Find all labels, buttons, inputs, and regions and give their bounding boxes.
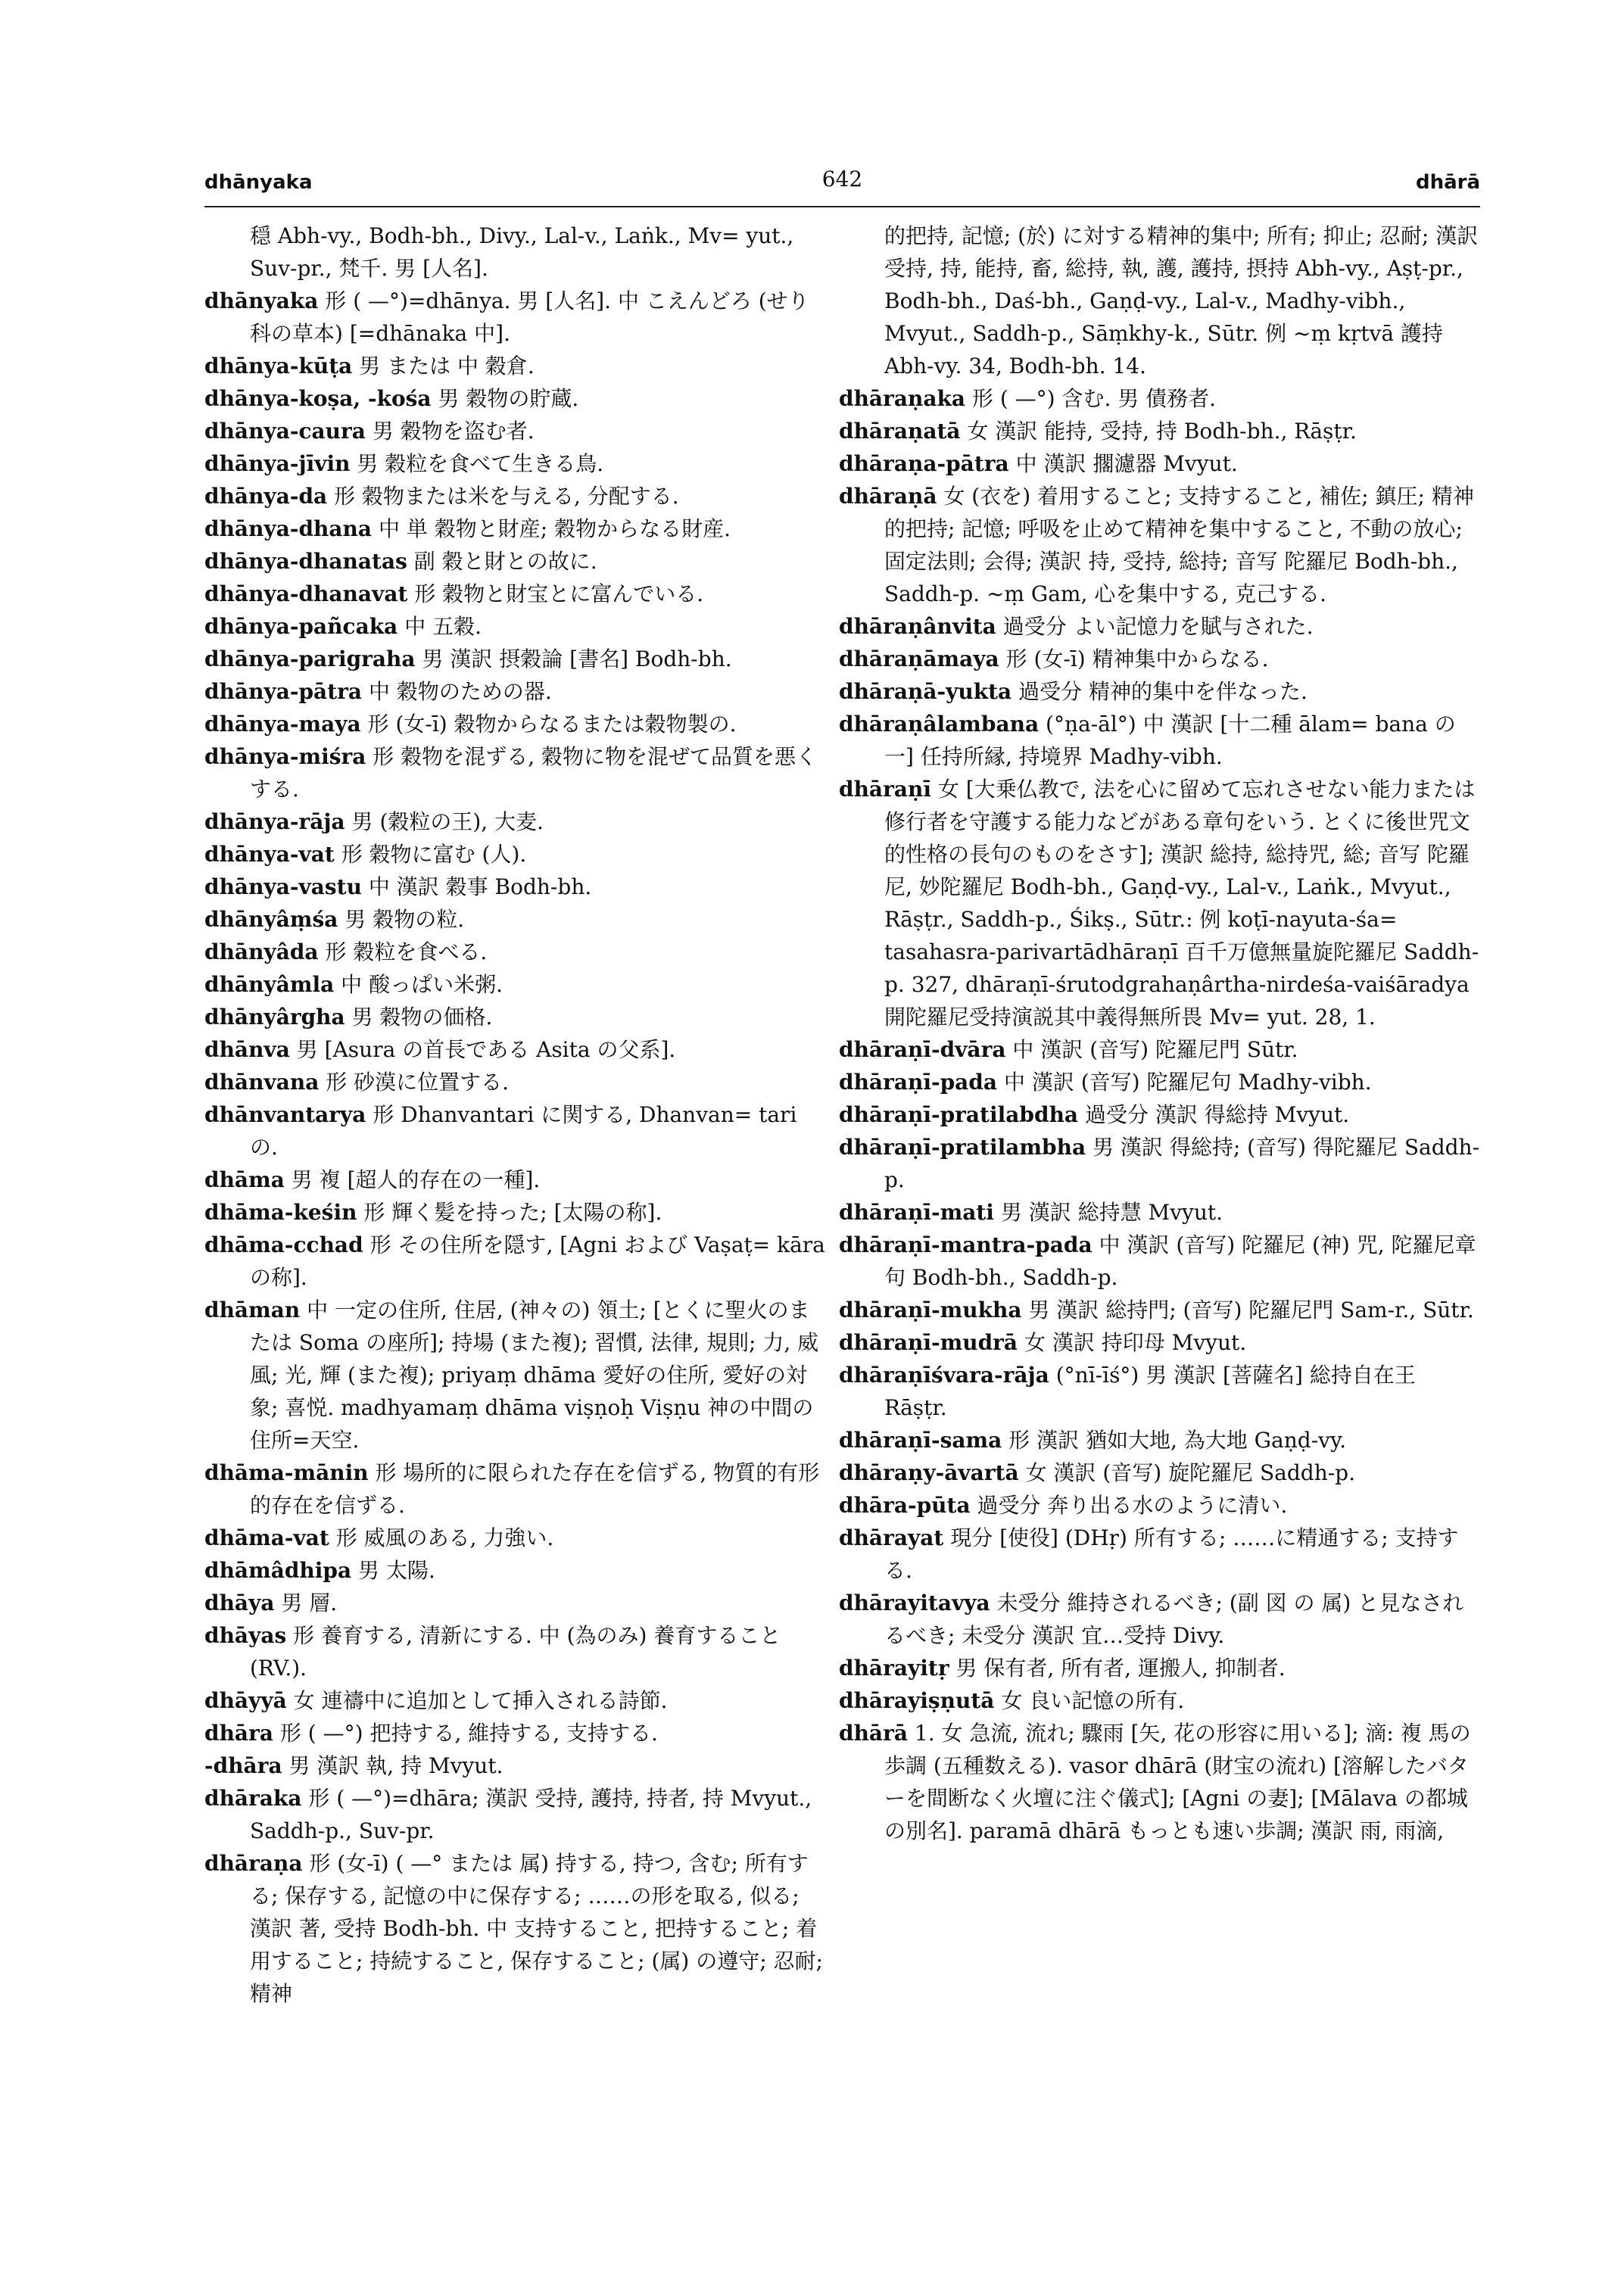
dictionary-entry bbox=[204, 936, 825, 968]
entry-headword: dhāraṇā-yukta bbox=[839, 679, 1012, 704]
entry-definition: 中 五穀. bbox=[404, 614, 482, 639]
page-number: 642 bbox=[821, 167, 863, 192]
entry-headword: dhānvantarya bbox=[204, 1102, 366, 1127]
dictionary-entry bbox=[204, 1587, 825, 1619]
entry-definition: 形 穀物を混ずる, 穀物に物を混ぜて品質を悪くする. bbox=[250, 744, 818, 802]
dictionary-entry bbox=[839, 447, 1481, 480]
entry-definition: 形 (女-ī) 穀物からなるまたは穀物製の. bbox=[367, 712, 737, 737]
dictionary-entry bbox=[839, 220, 1481, 382]
entry-definition: 副 穀と財との故に. bbox=[413, 549, 597, 574]
entry-headword: dhāraṇī bbox=[839, 777, 931, 802]
dictionary-entry bbox=[204, 1033, 825, 1066]
entry-headword: dhāraka bbox=[204, 1786, 302, 1811]
dictionary-entry bbox=[204, 1782, 825, 1847]
entry-headword: dhāma bbox=[204, 1167, 285, 1192]
entry-headword: -dhāra bbox=[204, 1753, 282, 1778]
header-rule bbox=[204, 206, 1480, 207]
dictionary-entry bbox=[839, 1359, 1481, 1424]
entry-definition: 中 漢訳 擱濾器 Mvyut. bbox=[1015, 451, 1238, 476]
dictionary-entry bbox=[204, 1066, 825, 1098]
entry-headword: dhāraṇī-pratilambha bbox=[839, 1135, 1086, 1160]
right-guide-word: dhārā bbox=[1415, 171, 1480, 194]
dictionary-entry bbox=[839, 610, 1481, 643]
dictionary-entry bbox=[204, 545, 825, 578]
entry-headword: dhānya-pañcaka bbox=[204, 614, 398, 639]
entry-definition: 男 漢訳 総持門; (音写) 陀羅尼門 Sam-r., Sūtr. bbox=[1028, 1298, 1474, 1323]
entry-headword: dhāraṇatā bbox=[839, 419, 961, 444]
entry-headword: dhāra bbox=[204, 1721, 273, 1746]
dictionary-entry bbox=[204, 1749, 825, 1782]
entry-definition: 中 漢訳 穀事 Bodh-bh. bbox=[368, 874, 592, 899]
entry-headword: dhānya-koṣa, -kośa bbox=[204, 386, 432, 411]
dictionary-entry bbox=[839, 1098, 1481, 1131]
entry-definition: 男 穀物を盗む者. bbox=[372, 419, 535, 444]
entry-headword: dhānya-vat bbox=[204, 842, 335, 867]
dictionary-entry bbox=[204, 1456, 825, 1522]
entry-definition: 形 ( —°) 含む. 男 債務者. bbox=[971, 386, 1217, 411]
entry-definition: 形 穀物と財宝とに富んでいる. bbox=[414, 581, 704, 606]
entry-headword: dhāraṇī-mati bbox=[839, 1200, 994, 1225]
entry-definition: 男 漢訳 得総持; (音写) 得陀羅尼 Saddh-p. bbox=[884, 1135, 1480, 1192]
entry-definition: 形 養育する, 清新にする. 中 (為のみ) 養育すること (RV.). bbox=[250, 1623, 781, 1681]
entry-headword: dhānyâṃśa bbox=[204, 907, 338, 932]
entry-headword: dhānya-rāja bbox=[204, 809, 345, 834]
entry-definition: 女 漢訳 能持, 受持, 持 Bodh-bh., Rāṣṭr. bbox=[967, 419, 1357, 444]
entry-definition: 形 漢訳 猶如大地, 為大地 Gaṇḍ-vy. bbox=[1008, 1428, 1346, 1453]
entry-definition: 形 穀物または米を与える, 分配する. bbox=[334, 484, 679, 509]
entry-definition: 現分 [使役] (DHṛ) 所有する; ……に精通する; 支持する. bbox=[884, 1525, 1459, 1583]
entry-headword: dhānyaka bbox=[204, 288, 319, 313]
entry-headword: dhāraṇī-mantra-pada bbox=[839, 1232, 1093, 1257]
dictionary-entry bbox=[204, 512, 825, 545]
dictionary-entry bbox=[204, 382, 825, 415]
entry-definition: 男 または 中 穀倉. bbox=[359, 354, 535, 379]
dictionary-entry bbox=[204, 675, 825, 708]
entry-definition: (°nī-īś°) 男 漢訳 [菩薩名] 総持自在王 Rāṣṭr. bbox=[884, 1363, 1416, 1420]
dictionary-entry bbox=[839, 643, 1481, 675]
entry-headword: dhāma-keśin bbox=[204, 1200, 357, 1225]
left-guide-word: dhānyaka bbox=[204, 171, 313, 194]
entry-headword: dhānya-caura bbox=[204, 419, 366, 444]
dictionary-entry bbox=[204, 1619, 825, 1684]
entry-definition: 形 砂漠に位置する. bbox=[326, 1070, 510, 1095]
entry-definition: 形 その住所を隠す, [Agni および Vaṣaṭ= kāra の称]. bbox=[250, 1232, 825, 1290]
dictionary-entry bbox=[839, 1489, 1481, 1522]
entry-headword: dhārā bbox=[839, 1721, 908, 1746]
entry-headword: dhānya-kūṭa bbox=[204, 354, 353, 379]
entry-headword: dhāya bbox=[204, 1590, 275, 1615]
dictionary-entry bbox=[204, 968, 825, 1001]
entry-definition: 穏 Abh-vy., Bodh-bh., Divy., Lal-v., Laṅk., Mv= yut., Suv-pr., 梵千. 男 [人名]. bbox=[250, 223, 794, 281]
entry-definition: 1. 女 急流, 流れ; 驟雨 [矢, 花の形容に用いる]; 滴: 複 馬の歩調 (五種数える). vasor dhārā (財宝の流れ) [溶解したバターを間断なく火壇に注ぐ儀式]; [Agni の妻]; [Mālava の都城の別名]. paramā dhārā もっとも速い歩調; 漢訳 雨, 雨滴, bbox=[884, 1721, 1471, 1843]
entry-headword: dhāraṇī-pratilabdha bbox=[839, 1102, 1079, 1127]
entry-headword: dhārayitṛ bbox=[839, 1656, 949, 1681]
entry-headword: dhāraṇânvita bbox=[839, 614, 996, 639]
dictionary-entry bbox=[204, 1554, 825, 1587]
entry-definition: 中 漢訳 (音写) 陀羅尼門 Sūtr. bbox=[1012, 1037, 1298, 1062]
entry-definition: 形 (女-ī) 精神集中からなる. bbox=[1005, 646, 1269, 671]
entry-headword: dhāraṇāmaya bbox=[839, 646, 999, 671]
dictionary-entry bbox=[204, 1229, 825, 1294]
entry-headword: dhāraṇī-pada bbox=[839, 1070, 998, 1095]
entry-definition: 男 穀物の貯蔵. bbox=[438, 386, 579, 411]
entry-definition: 中 漢訳 (音写) 陀羅尼 (神) 咒, 陀羅尼章句 Bodh-bh., Saddh-p. bbox=[884, 1232, 1476, 1290]
entry-definition: 男 漢訳 総持慧 Mvyut. bbox=[1000, 1200, 1223, 1225]
entry-headword: dhānya-vastu bbox=[204, 874, 362, 899]
entry-definition: 中 漢訳 (音写) 陀羅尼句 Madhy-vibh. bbox=[1003, 1070, 1372, 1095]
entry-headword: dhāra-pūta bbox=[839, 1493, 971, 1518]
dictionary-entry bbox=[204, 578, 825, 610]
dictionary-entry bbox=[204, 643, 825, 675]
entry-definition: 形 Dhanvantari に関する, Dhanvan= tari の. bbox=[250, 1102, 797, 1160]
entry-headword: dhānya-maya bbox=[204, 712, 361, 737]
entry-definition: 中 酸っぱい米粥. bbox=[341, 972, 503, 997]
entry-headword: dhāmâdhipa bbox=[204, 1558, 352, 1583]
dictionary-entry bbox=[204, 1001, 825, 1033]
entry-definition: 男 漢訳 摂穀論 [書名] Bodh-bh. bbox=[422, 646, 732, 671]
entry-headword: dhānyâda bbox=[204, 939, 319, 964]
dictionary-entry bbox=[204, 805, 825, 838]
dictionary-entry bbox=[204, 903, 825, 936]
entry-definition: 男 穀物の粒. bbox=[344, 907, 465, 932]
dictionary-entry bbox=[839, 1066, 1481, 1098]
entry-headword: dhārayitavya bbox=[839, 1590, 990, 1615]
entry-definition: 男 [Asura の首長である Asita の父系]. bbox=[296, 1037, 676, 1062]
dictionary-entry bbox=[839, 1033, 1481, 1066]
entry-headword: dhāma-vat bbox=[204, 1525, 329, 1550]
entry-definition: 形 場所的に限られた存在を信ずる, 物質的有形的存在を信ずる. bbox=[250, 1460, 820, 1518]
dictionary-entry bbox=[839, 1326, 1481, 1359]
entry-headword: dhāraṇī-mukha bbox=[839, 1298, 1022, 1323]
entry-headword: dhānva bbox=[204, 1037, 290, 1062]
dictionary-entry bbox=[839, 382, 1481, 415]
entry-headword: dhānya-dhanavat bbox=[204, 581, 408, 606]
dictionary-entry bbox=[204, 415, 825, 447]
dictionary-entry bbox=[839, 1424, 1481, 1456]
dictionary-entry bbox=[839, 1652, 1481, 1684]
entry-definition: 過受分 漢訳 得総持 Mvyut. bbox=[1084, 1102, 1350, 1127]
entry-headword: dhāraṇī-dvāra bbox=[839, 1037, 1006, 1062]
dictionary-entry bbox=[839, 415, 1481, 447]
dictionary-entry bbox=[204, 1098, 825, 1164]
entry-definition: 過受分 よい記憶力を賦与された. bbox=[1002, 614, 1314, 639]
dictionary-entry bbox=[839, 1717, 1481, 1847]
dictionary-entry bbox=[204, 610, 825, 643]
running-header bbox=[204, 167, 1480, 201]
entry-definition: 過受分 奔り出る水のように清い. bbox=[977, 1493, 1288, 1518]
entry-definition: 的把持, 記憶; (於) に対する精神的集中; 所有; 抑止; 忍耐; 漢訳 受持, 持, 能持, 畜, 総持, 執, 護, 護持, 摂持 Abh-vy., Aṣṭ-pr., Bodh-bh., Daś-bh., Gaṇḍ-vy., Lal-v., Madhy-vibh., Mvyut., Saddh-p., Sāṃkhy-k., Sūtr. 例 ~ṃ kṛtvā 護持 Abh-vy. 34, Bodh-bh. 14. bbox=[884, 223, 1479, 379]
entry-definition: 女 漢訳 (音写) 旋陀羅尼 Saddh-p. bbox=[1025, 1460, 1356, 1485]
entry-headword: dhāraṇaka bbox=[839, 386, 966, 411]
entry-definition: 女 連禱中に追加として挿入される詩節. bbox=[293, 1688, 668, 1713]
entry-headword: dhāraṇâlambana bbox=[839, 712, 1040, 737]
dictionary-entry bbox=[204, 1847, 825, 2010]
entry-definition: 形 ( —°)=dhānya. 男 [人名]. 中 こえんどろ (せり科の草本) [=dhānaka 中]. bbox=[250, 288, 809, 346]
entry-definition: 女 (衣を) 着用すること; 支持すること, 補佐; 鎮圧; 精神的把持; 記憶; 呼吸を止めて精神を集中すること, 不動の放心; 固定法則; 会得; 漢訳 持, 受持, 総持; 音写 陀羅尼 Bodh-bh., Saddh-p. ~ṃ Gam, 心を集中する, 克己する. bbox=[884, 484, 1474, 606]
entry-headword: dhāraṇīśvara-rāja bbox=[839, 1363, 1049, 1388]
dictionary-entry bbox=[204, 480, 825, 512]
entry-definition: 中 一定の住所, 住居, (神々の) 領土; [とくに聖火のまたは Soma の座所]; 持場 (また複); 習慣, 法律, 規則; 力, 威風; 光, 輝 (また複); priyaṃ dhāma 愛好の住所, 愛好の対象; 喜悦. madhyamaṃ dhāma viṣṇoḥ Viṣṇu 神の中間の住所=天空. bbox=[250, 1298, 819, 1453]
entry-definition: 男 保有者, 所有者, 運搬人, 抑制者. bbox=[955, 1656, 1286, 1681]
dictionary-entry bbox=[839, 1196, 1481, 1229]
entry-headword: dhāraṇā bbox=[839, 484, 937, 509]
dictionary-entry bbox=[204, 838, 825, 871]
entry-definition: 形 ( —°)=dhāra; 漢訳 受持, 護持, 持者, 持 Mvyut., Saddh-p., Suv-pr. bbox=[250, 1786, 812, 1843]
dictionary-entry bbox=[204, 1717, 825, 1749]
entry-definition: 女 漢訳 持印母 Mvyut. bbox=[1024, 1330, 1247, 1355]
entry-headword: dhāraṇa-pātra bbox=[839, 451, 1009, 476]
entry-headword: dhānya-parigraha bbox=[204, 646, 416, 671]
entry-headword: dhānya-da bbox=[204, 484, 328, 509]
entry-headword: dhānya-miśra bbox=[204, 744, 366, 769]
entry-definition: 未受分 維持されるべき; (副 図 の 属) と見なされるべき; 未受分 漢訳 宜…受持 Divy. bbox=[884, 1590, 1464, 1648]
dictionary-entry bbox=[204, 740, 825, 805]
dictionary-entry bbox=[204, 447, 825, 480]
entry-headword: dhānya-jīvin bbox=[204, 451, 351, 476]
dictionary-entry bbox=[839, 773, 1481, 1033]
entry-definition: 女 良い記憶の所有. bbox=[1001, 1688, 1185, 1713]
entry-headword: dhārayiṣṇutā bbox=[839, 1688, 995, 1713]
entry-definition: 男 複 [超人的存在の一種]. bbox=[291, 1167, 541, 1192]
entry-headword: dhāraṇy-āvartā bbox=[839, 1460, 1019, 1485]
entry-headword: dhāraṇī-sama bbox=[839, 1428, 1002, 1453]
entry-headword: dhānyârgha bbox=[204, 1005, 345, 1030]
entry-headword: dhānya-dhana bbox=[204, 516, 372, 541]
dictionary-entry bbox=[204, 1164, 825, 1196]
dictionary-entry bbox=[839, 480, 1481, 610]
entry-definition: 男 層. bbox=[281, 1590, 338, 1615]
entry-definition: 形 輝く髪を持った; [太陽の称]. bbox=[363, 1200, 662, 1225]
dictionary-entry bbox=[839, 1587, 1481, 1652]
entry-headword: dhānya-dhanatas bbox=[204, 549, 407, 574]
dictionary-entry bbox=[839, 708, 1481, 773]
entry-definition: 形 穀粒を食べる. bbox=[325, 939, 488, 964]
entry-definition: 女 [大乗仏教で, 法を心に留めて忘れさせない能力または修行者を守護する能力などがある章句をいう. とくに後世咒文的性格の長句のものをさす]; 漢訳 総持, 総持咒, 総; 音写 陀羅尼, 妙陀羅尼 Bodh-bh., Gaṇḍ-vy., Lal-v., Laṅk., Mvyut., Rāṣṭr., Saddh-p., Śikṣ., Sūtr.: 例 koṭī-nayuta-śa= tasahasra-parivartādhāraṇī 百千万億無量旋陀羅尼 Saddh-p. 327, dhāraṇī-śrutodgrahaṇârtha-nirdeśa-vaiśāradya 開陀羅尼受持演説其中義得無所畏 Mv= yut. 28, 1. bbox=[884, 777, 1479, 1030]
entry-headword: dhārayat bbox=[839, 1525, 944, 1550]
entry-definition: 男 穀粒を食べて生きる鳥. bbox=[357, 451, 604, 476]
left-column bbox=[204, 220, 825, 2010]
entry-definition: 中 単 穀物と財産; 穀物からなる財産. bbox=[378, 516, 731, 541]
entry-headword: dhānvana bbox=[204, 1070, 320, 1095]
right-column bbox=[839, 220, 1481, 1847]
entry-headword: dhāraṇī-mudrā bbox=[839, 1330, 1018, 1355]
entry-definition: 過受分 精神的集中を伴なった. bbox=[1018, 679, 1308, 704]
dictionary-entry bbox=[839, 1294, 1481, 1326]
entry-headword: dhāma-cchad bbox=[204, 1232, 363, 1257]
entry-definition: (°ṇa-āl°) 中 漢訳 [十二種 ālam= bana の一] 任持所縁, 持境界 Madhy-vibh. bbox=[884, 712, 1456, 769]
entry-definition: 形 威風のある, 力強い. bbox=[335, 1525, 554, 1550]
dictionary-entry bbox=[839, 675, 1481, 708]
entry-headword: dhāma-mānin bbox=[204, 1460, 369, 1485]
dictionary-entry bbox=[204, 1196, 825, 1229]
dictionary-entry bbox=[204, 285, 825, 350]
dictionary-entry bbox=[839, 1522, 1481, 1587]
dictionary-entry bbox=[204, 708, 825, 740]
dictionary-entry bbox=[839, 1229, 1481, 1294]
entry-definition: 男 太陽. bbox=[358, 1558, 435, 1583]
entry-definition: 形 穀物に富む (人). bbox=[341, 842, 527, 867]
dictionary-entry bbox=[204, 1294, 825, 1456]
entry-headword: dhānya-pātra bbox=[204, 679, 363, 704]
entry-definition: 男 (穀粒の王), 大麦. bbox=[351, 809, 544, 834]
dictionary-entry bbox=[839, 1456, 1481, 1489]
dictionary-entry bbox=[204, 350, 825, 382]
entry-definition: 中 穀物のための器. bbox=[368, 679, 552, 704]
entry-headword: dhāman bbox=[204, 1298, 301, 1323]
entry-headword: dhāyyā bbox=[204, 1688, 287, 1713]
entry-definition: 形 (女-ī) ( —° または 属) 持する, 持つ, 含む; 所有する; 保存する, 記憶の中に保存する; ……の形を取る, 似る; 漢訳 著, 受持 Bodh-bh. 中 支持すること, 把持すること; 着用すること; 持続すること, 保存すること; (属) の遵守; 忍耐; 精神 bbox=[250, 1851, 823, 2006]
entry-definition: 男 漢訳 執, 持 Mvyut. bbox=[288, 1753, 503, 1778]
dictionary-entry bbox=[839, 1684, 1481, 1717]
dictionary-entry bbox=[204, 1522, 825, 1554]
dictionary-entry bbox=[839, 1131, 1481, 1196]
entry-headword: dhāraṇa bbox=[204, 1851, 303, 1876]
dictionary-entry bbox=[204, 1684, 825, 1717]
entry-headword: dhāyas bbox=[204, 1623, 287, 1648]
dictionary-entry bbox=[204, 220, 825, 285]
entry-definition: 男 穀物の価格. bbox=[351, 1005, 493, 1030]
dictionary-entry bbox=[204, 871, 825, 903]
entry-headword: dhānyâmla bbox=[204, 972, 335, 997]
entry-definition: 形 ( —°) 把持する, 維持する, 支持する. bbox=[279, 1721, 658, 1746]
